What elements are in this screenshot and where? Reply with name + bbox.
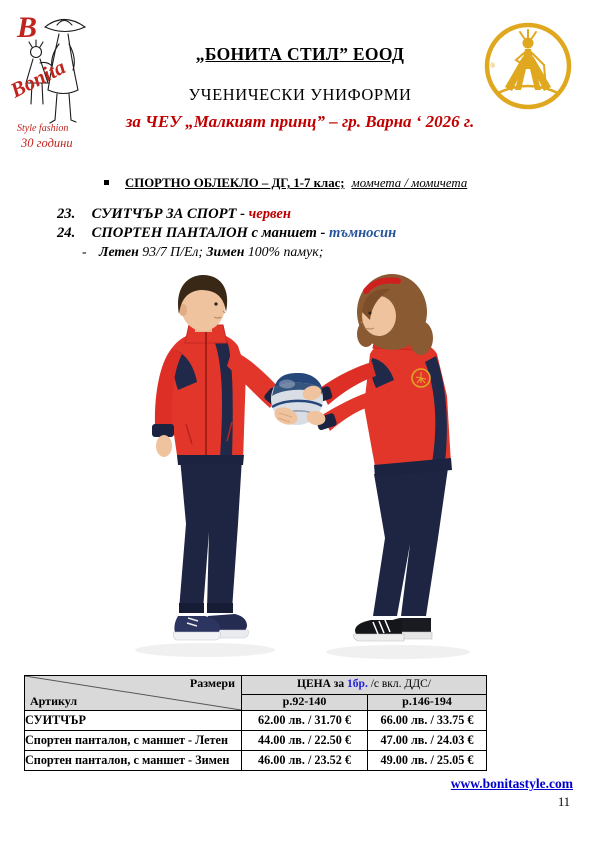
price-cell: 47.00 лв. / 24.03 € xyxy=(368,731,487,751)
table-row xyxy=(25,711,487,731)
winter-value: 100% памук; xyxy=(247,244,324,259)
section-heading-italic: момчета / момичета xyxy=(351,176,468,190)
item-name: СУИТЧЪР ЗА СПОРТ - xyxy=(91,206,245,222)
article-cell: Спортен панталон, с маншет - Зимен xyxy=(25,751,242,771)
size-column-header-large: р.146-194 xyxy=(368,694,487,710)
price-header-bold: ЦЕНА за xyxy=(297,678,345,691)
item-color-word: тъмносин xyxy=(329,225,397,241)
article-cell: СУИТЧЪР xyxy=(25,711,242,731)
brand-tagline-text: Style fashion xyxy=(17,123,69,134)
section-heading xyxy=(104,176,467,191)
item-23 xyxy=(57,205,396,224)
brand-name-text: Bonita xyxy=(6,54,70,103)
summer-label: Летен xyxy=(99,244,139,259)
corner-label-article: Артикул xyxy=(30,694,78,709)
winter-label: Зимен xyxy=(206,244,245,259)
brand-anniversary-text: 30 години xyxy=(21,136,73,150)
company-title: „БОНИТА СТИЛ” ЕООД xyxy=(195,44,405,64)
school-year-line: за ЧЕУ „Малкият принц” – гр. Варна ‘ 2026 г. xyxy=(125,112,475,131)
brand-initial-text: B xyxy=(17,11,38,44)
item-list xyxy=(57,205,396,243)
materials-dash: - xyxy=(82,244,87,259)
bonita-brand-logo-icon xyxy=(5,4,110,156)
item-number: 24. xyxy=(57,225,76,241)
price-cell: 62.00 лв. / 31.70 € xyxy=(242,711,368,731)
price-table xyxy=(24,675,487,771)
section-heading-bold: СПОРТНО ОБЛЕКЛО – ДГ, 1-7 клас; xyxy=(125,176,345,190)
bullet-square-icon xyxy=(104,180,109,185)
table-row xyxy=(25,731,487,751)
item-number: 23. xyxy=(57,206,76,222)
registered-mark-text: ® xyxy=(490,62,496,70)
price-header-vat: /с вкл. ДДС/ xyxy=(370,678,431,691)
boy-figure xyxy=(152,275,288,640)
item-name: СПОРТЕН ПАНТАЛОН с маншет - xyxy=(91,225,326,241)
item-24 xyxy=(57,224,396,243)
materials-line xyxy=(82,243,323,261)
price-cell: 46.00 лв. / 23.52 € xyxy=(242,751,368,771)
price-cell: 66.00 лв. / 33.75 € xyxy=(368,711,487,731)
price-header-quantity: 1бр. xyxy=(347,678,368,691)
price-cell: 49.00 лв. / 25.05 € xyxy=(368,751,487,771)
item-color-word: червен xyxy=(248,206,291,222)
girl-figure xyxy=(311,274,452,641)
article-cell: Спортен панталон, с маншет - Летен xyxy=(25,731,242,751)
price-header-cell xyxy=(242,676,487,695)
table-corner-cell xyxy=(25,676,242,711)
table-row xyxy=(25,751,487,771)
summer-value: 93/7 П/Ел; xyxy=(142,244,204,259)
price-cell: 44.00 лв. / 22.50 € xyxy=(242,731,368,751)
size-column-header-small: р.92-140 xyxy=(242,694,368,710)
page-number: 11 xyxy=(557,795,570,809)
corner-label-sizes: Размери xyxy=(189,676,235,690)
uniform-models-photo xyxy=(80,266,520,668)
page-subtitle: УЧЕНИЧЕСКИ УНИФОРМИ xyxy=(188,85,412,104)
website-link[interactable]: www.bonitastyle.com xyxy=(450,776,573,791)
